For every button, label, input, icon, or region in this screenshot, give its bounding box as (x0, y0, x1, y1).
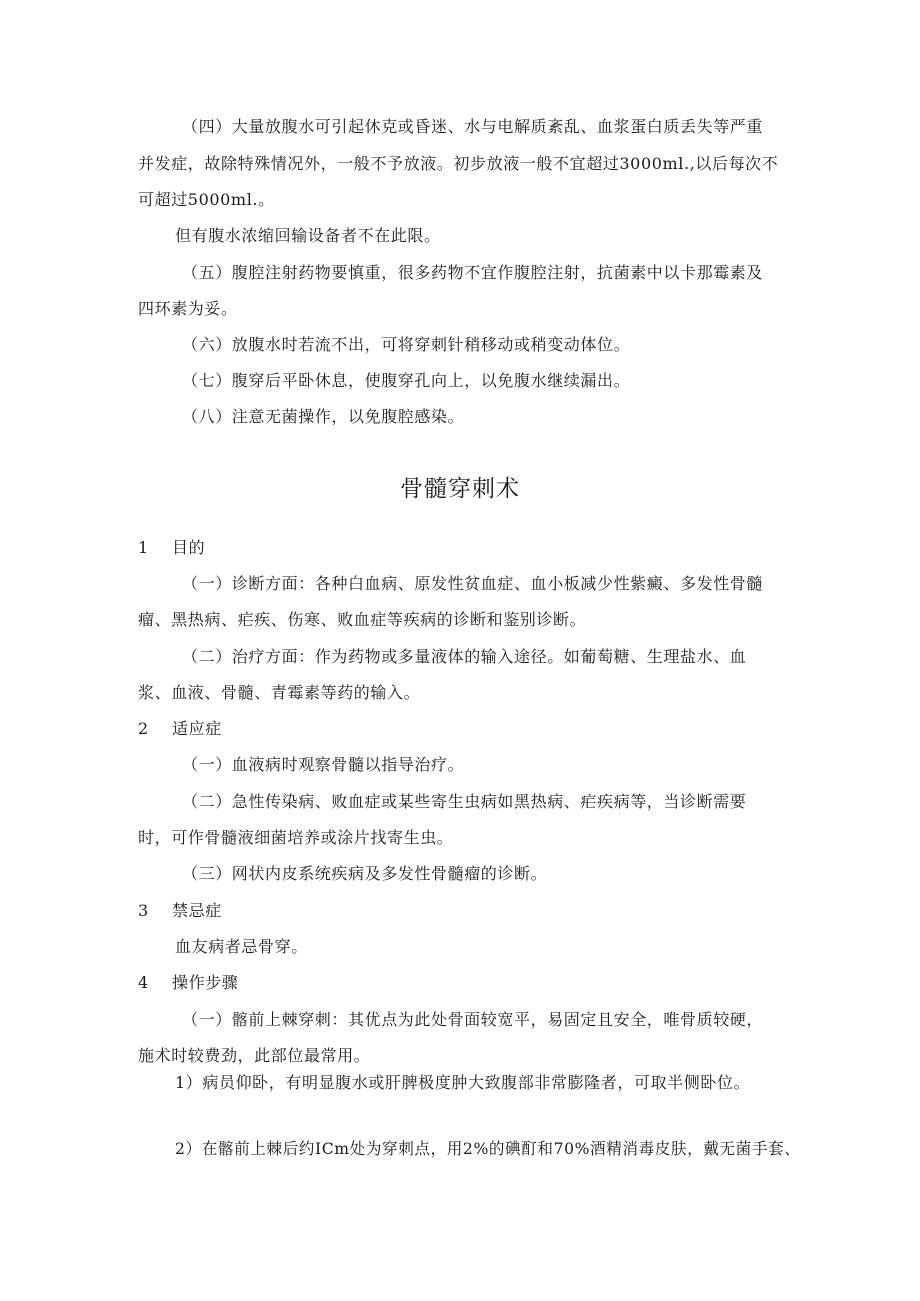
section-1-b-line-2: 浆、血液、骨髓、青霉素等药的输入。 (138, 683, 421, 702)
paragraph-6: （六）放腹水时若流不出，可将穿刺针稍移动或稍变动体位。 (182, 335, 631, 354)
paragraph-4-line-3: 可超过5000ml.。 (138, 190, 275, 209)
section-2-number: 2 (138, 719, 149, 738)
section-4-step-1: 1）病员仰卧，有明显腹水或肝脾极度肿大致腹部非常膨隆者，可取半侧卧位。 (175, 1073, 751, 1092)
paragraph-4-line-1: （四）大量放腹水可引起休克或昏迷、水与电解质紊乱、血浆蛋白质丢失等严重 (182, 117, 764, 136)
section-2-heading-text: 适应症 (172, 719, 222, 738)
section-4-heading (138, 972, 238, 994)
section-title: 骨髓穿刺术 (400, 476, 520, 502)
section-1-heading-text: 目的 (172, 538, 206, 557)
section-2-b-line-2: 时，可作骨髓液细菌培养或涂片找寄生虫。 (138, 828, 454, 847)
section-1-b-line-1: （二）治疗方面：作为药物或多量液体的输入途径。如葡萄糖、生理盐水、血 (182, 647, 747, 666)
section-4-number: 4 (138, 973, 149, 992)
section-2-heading (138, 718, 222, 740)
section-4-heading-text: 操作步骤 (172, 973, 239, 992)
section-2-b-line-1: （二）急性传染病、败血症或某些寄生虫病如黑热病、疟疾病等，当诊断需要 (182, 792, 747, 811)
section-1-a-line-2: 瘤、黑热病、疟疾、伤寒、败血症等疾病的诊断和鉴别诊断。 (138, 610, 587, 629)
section-4-a-line-1: （一）髂前上棘穿刺：其优点为此处骨面较宽平，易固定且安全，唯骨质较硬， (182, 1010, 764, 1029)
section-3-number: 3 (138, 901, 149, 920)
paragraph-4-note: 但有腹水浓缩回输设备者不在此限。 (175, 226, 441, 245)
section-1-a-line-1: （一）诊断方面：各种白血病、原发性贫血症、血小板减少性紫癜、多发性骨髓 (182, 574, 764, 593)
section-3-a: 血友病者忌骨穿。 (175, 937, 308, 956)
section-3-heading-text: 禁忌症 (172, 901, 222, 920)
paragraph-8: （八）注意无菌操作，以免腹腔感染。 (182, 407, 465, 426)
section-3-heading (138, 900, 222, 922)
paragraph-4-line-2: 并发症，故除特殊情况外，一般不予放液。初步放液一般不宜超过3000ml.,以后每次不 (138, 154, 779, 173)
section-2-a: （一）血液病时观察骨髓以指导治疗。 (182, 755, 465, 774)
section-1-heading (138, 537, 205, 559)
section-4-step-2: 2）在髂前上棘后约ICm处为穿刺点，用2%的碘酊和70%酒精消毒皮肤，戴无菌手套、 (175, 1139, 801, 1158)
section-2-c: （三）网状内皮系统疾病及多发性骨髓瘤的诊断。 (182, 864, 548, 883)
paragraph-5-line-1: （五）腹腔注射药物要慎重，很多药物不宜作腹腔注射，抗菌素中以卡那霉素及 (182, 263, 764, 282)
paragraph-5-line-2: 四环素为妥。 (138, 299, 238, 318)
paragraph-7: （七）腹穿后平卧休息，使腹穿孔向上，以免腹水继续漏出。 (182, 371, 631, 390)
section-4-a-line-2: 施术时较费劲，此部位最常用。 (138, 1046, 371, 1065)
section-1-number: 1 (138, 538, 149, 557)
